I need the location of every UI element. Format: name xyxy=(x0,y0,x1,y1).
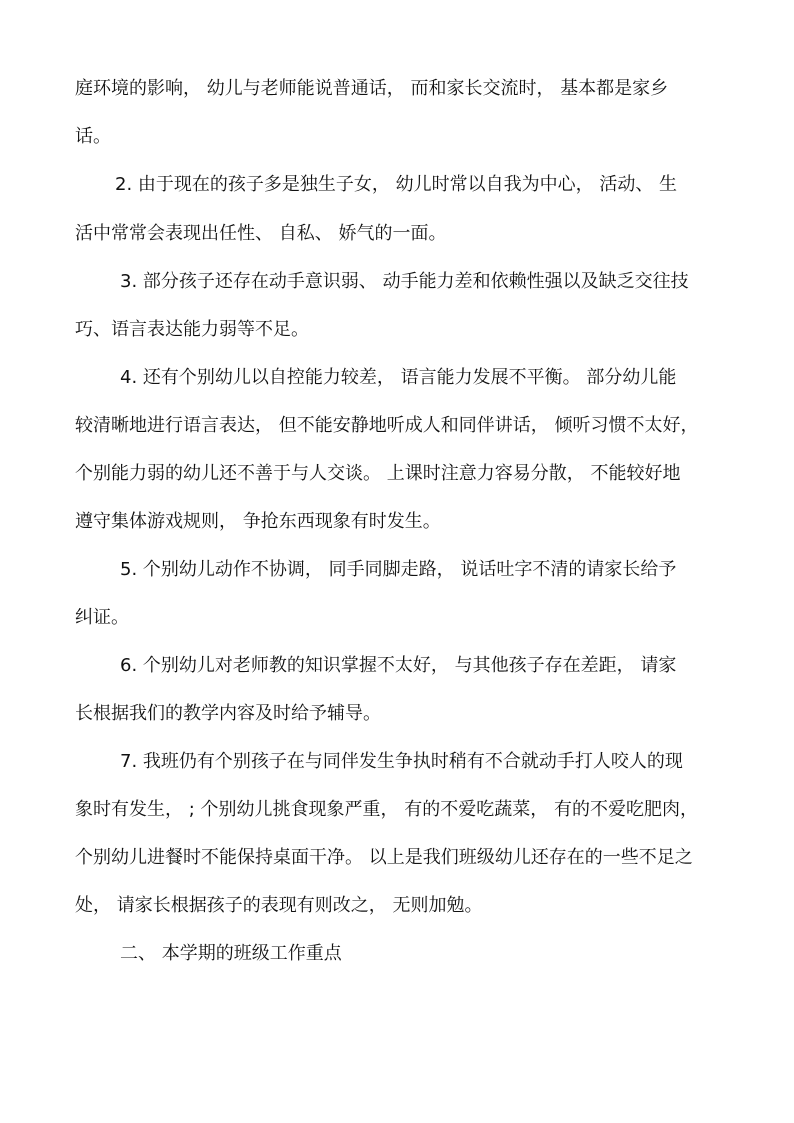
paragraph-5-line-2: 纠证。 xyxy=(75,607,129,628)
paragraph-1-line-2: 话。 xyxy=(75,126,111,147)
paragraph-7-line-1: 7. 我班仍有个别孩子在与同伴发生争执时稍有不合就动手打人咬人的现 xyxy=(120,751,683,772)
paragraph-3-line-1: 3. 部分孩子还存在动手意识弱、 动手能力差和依赖性强以及缺乏交往技 xyxy=(120,271,689,292)
paragraph-6-line-1: 6. 个别幼儿对老师教的知识掌握不太好， 与其他孩子存在差距， 请家 xyxy=(120,655,677,676)
section-heading: 二、 本学期的班级工作重点 xyxy=(120,943,342,964)
paragraph-4-line-1: 4. 还有个别幼儿以自控能力较差， 语言能力发展不平衡。 部分幼儿能 xyxy=(120,367,677,388)
paragraph-6-line-2: 长根据我们的教学内容及时给予辅导。 xyxy=(75,703,381,724)
paragraph-1-line-1: 庭环境的影响， 幼儿与老师能说普通话， 而和家长交流时， 基本都是家乡 xyxy=(75,78,669,99)
paragraph-2-line-1: 2. 由于现在的孩子多是独生子女， 幼儿时常以自我为中心， 活动、 生 xyxy=(115,174,678,195)
paragraph-2-line-2: 活中常常会表现出任性、 自私、 娇气的一面。 xyxy=(75,223,447,244)
paragraph-7-line-3: 个别幼儿进餐时不能保持桌面干净。 以上是我们班级幼儿还存在的一些不足之 xyxy=(75,847,693,868)
paragraph-5-line-1: 5. 个别幼儿动作不协调， 同手同脚走路， 说话吐字不清的请家长给予 xyxy=(120,559,677,580)
paragraph-7-line-4: 处， 请家长根据孩子的表现有则改之， 无则加勉。 xyxy=(75,895,483,916)
paragraph-4-line-2: 较清晰地进行语言表达， 但不能安静地听成人和同伴讲话， 倾听习惯不太好， xyxy=(75,415,699,436)
paragraph-4-line-4: 遵守集体游戏规则， 争抢东西现象有时发生。 xyxy=(75,511,441,532)
paragraph-3-line-2: 巧、语言表达能力弱等不足。 xyxy=(75,319,309,340)
paragraph-4-line-3: 个别能力弱的幼儿还不善于与人交谈。 上课时注意力容易分散， 不能较好地 xyxy=(75,463,681,484)
paragraph-7-line-2: 象时有发生， ; 个别幼儿挑食现象严重， 有的不爱吃蔬菜， 有的不爱吃肥肉， xyxy=(75,799,698,820)
